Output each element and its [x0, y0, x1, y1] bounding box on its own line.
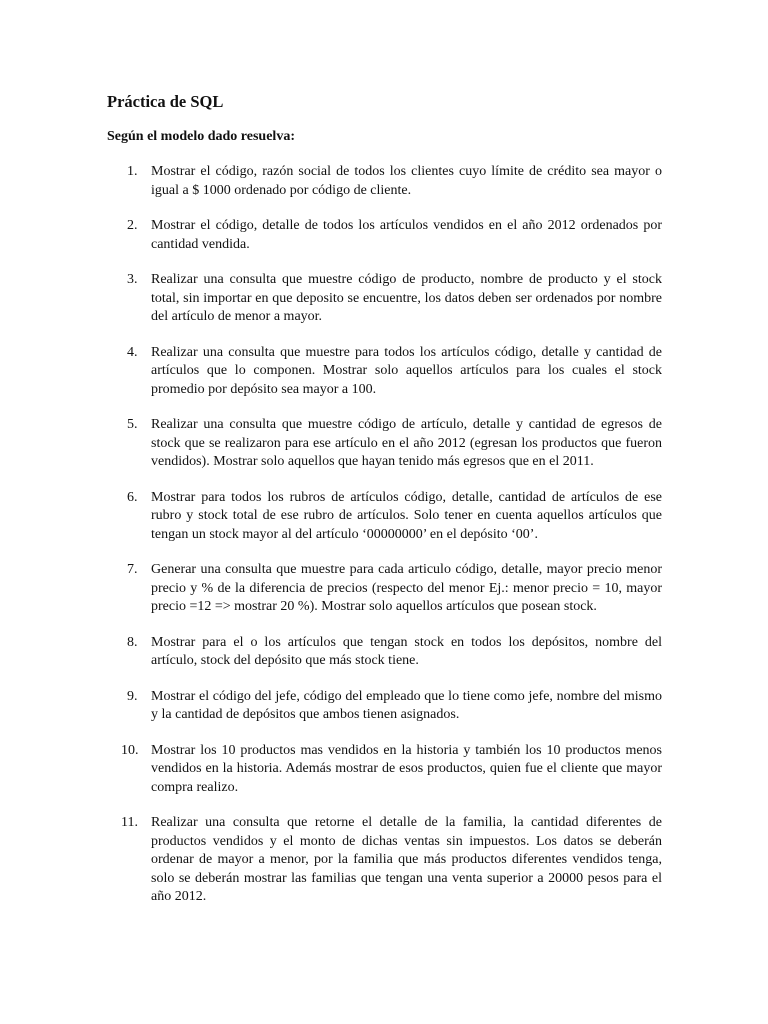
- page-subtitle: Según el modelo dado resuelva:: [107, 129, 295, 144]
- list-item: [107, 561, 662, 617]
- list-item: [107, 344, 662, 400]
- item-number: 10.: [121, 742, 139, 758]
- item-number: 7.: [127, 562, 138, 577]
- item-text: Generar una consulta que muestre para cada articulo código, detalle, mayor precio menor precio y % de la diferencia de precios (respecto del menor Ej.: menor precio = 10, mayor precio =12 => mostrar 20 %). Mostrar solo aquellos artículos que posean stock.: [151, 562, 662, 614]
- item-number: 9.: [127, 688, 138, 704]
- exercise-list: [107, 163, 662, 924]
- item-number: 6.: [127, 489, 138, 505]
- item-number: 3.: [127, 272, 138, 287]
- item-text: Mostrar para todos los rubros de artículos código, detalle, cantidad de artículos de ese rubro y stock total de ese rubro de artículos. Solo tener en cuenta aquellos artículos que tengan un stock mayor al del artículo ‘00000000’ en el depósito ‘00’.: [151, 489, 662, 542]
- list-item: [107, 217, 662, 254]
- list-item: [107, 814, 662, 907]
- item-text: Mostrar los 10 productos mas vendidos en la historia y también los 10 productos menos vendidos en la historia. Además mostrar de esos productos, quien fue el cliente que mayor compra realizo.: [151, 742, 662, 795]
- item-number: 8.: [127, 634, 138, 650]
- list-item: [107, 489, 662, 545]
- item-number: 5.: [127, 417, 138, 432]
- item-text: Realizar una consulta que retorne el detalle de la familia, la cantidad diferentes de productos vendidos y el monto de dichas ventas sin impuestos. Los datos se deberán ordenar de mayor a menor, por la familia que más productos diferentes vendidos tenga, solo se deberán mostrar las familias que tengan una venta superior a 20000 pesos para el año 2012.: [151, 815, 662, 904]
- list-item: [107, 634, 662, 671]
- item-text: Realizar una consulta que muestre para todos los artículos código, detalle y cantidad de artículos que lo componen. Mostrar solo aquellos artículos para los cuales el stock promedio por depósito sea mayor a 100.: [151, 344, 662, 397]
- list-item: [107, 742, 662, 798]
- item-number: 11.: [121, 815, 138, 830]
- item-text: Realizar una consulta que muestre código de producto, nombre de producto y el stock total, sin importar en que deposito se encuentre, los datos deben ser ordenados por nombre del artículo de menor a mayor.: [151, 272, 662, 324]
- item-text: Mostrar el código, razón social de todos los clientes cuyo límite de crédito sea mayor o igual a $ 1000 ordenado por código de cliente.: [151, 164, 662, 198]
- list-item: [107, 163, 662, 200]
- item-text: Mostrar el código, detalle de todos los artículos vendidos en el año 2012 ordenados por cantidad vendida.: [151, 218, 662, 252]
- item-number: 4.: [127, 344, 138, 360]
- list-item: [107, 416, 662, 472]
- item-text: Mostrar para el o los artículos que tengan stock en todos los depósitos, nombre del artículo, stock del depósito que más stock tiene.: [151, 634, 662, 668]
- item-number: 1.: [127, 164, 138, 179]
- item-text: Mostrar el código del jefe, código del empleado que lo tiene como jefe, nombre del mismo y la cantidad de depósitos que ambos tienen asignados.: [151, 688, 662, 722]
- list-item: [107, 271, 662, 327]
- page-title: Práctica de SQL: [107, 92, 224, 111]
- item-number: 2.: [127, 218, 138, 233]
- item-text: Realizar una consulta que muestre código de artículo, detalle y cantidad de egresos de stock que se realizaron para ese artículo en el año 2012 (egresan los productos que fueron vendidos). Mostrar solo aquellos que hayan tenido más egresos que en el 2011.: [151, 417, 662, 469]
- list-item: [107, 688, 662, 725]
